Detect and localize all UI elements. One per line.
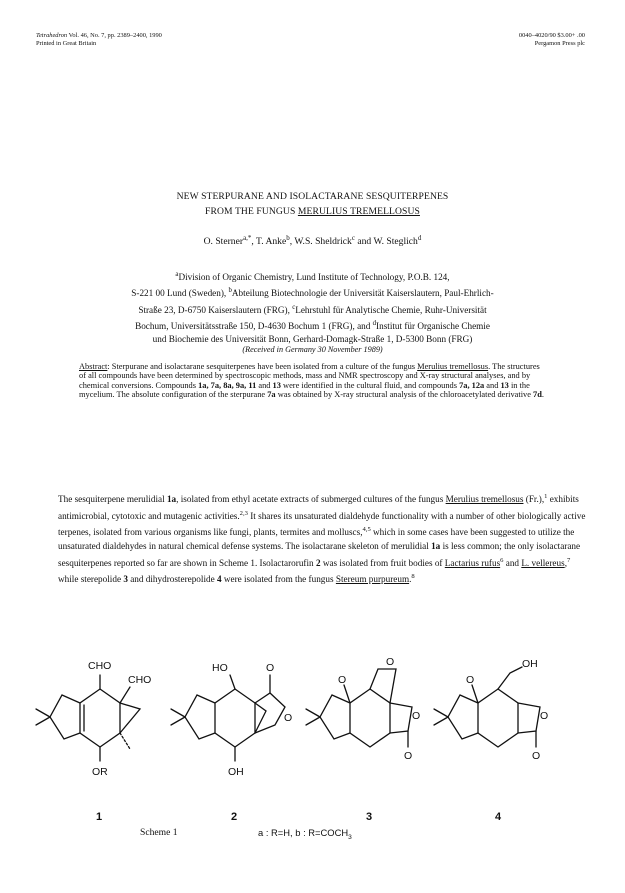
affil-text-4a: Bochum, Universitätsstraße 150, D-4630 Bochum 1 (FRG), and [135,320,373,331]
affil-line-1 [40,268,585,284]
body-text: . [409,574,412,585]
abstract [79,362,545,400]
author-list [0,234,625,247]
body-text: , isolated from ethyl acetate extracts of submerged cultures of the fungus [176,494,446,505]
affil-line-4 [40,317,585,333]
citation-ref: 8 [411,573,415,581]
issn-price: 0040–4020/90 $3.00+ .00 [518,32,585,39]
publisher-codes [519,32,585,48]
compound-number-2: 2 [231,811,238,823]
compound-ref: 4 [216,574,222,585]
structure-1 [36,675,140,761]
structure-1-cho2-bond [120,687,130,703]
author-1-sup: a,* [243,234,252,242]
compound-ref: 13 [272,380,281,390]
species-name: L. vellereus [521,557,565,568]
author-1: O. Sterner [203,236,244,248]
body-text: while sterepolide [58,574,124,585]
structure-1-methyl [120,733,130,749]
citation-ref: 4,5 [362,526,371,534]
label-o: O [284,712,293,724]
affil-text-2b: Abteilung Biotechnologie der Universität Kaiserslautern, Paul-Ehrlich- [231,288,494,299]
compound-number-3: 3 [366,811,373,823]
affil-sup-b: b [228,287,232,295]
structure-3-lactone [390,703,412,733]
compound-ref: 7a, 12a [459,380,485,390]
structure-4 [434,667,540,747]
publisher: Pergamon Press plc [534,40,585,48]
citation-ref: 7 [566,556,571,564]
title-line-1: NEW STERPURANE AND ISOLACTARANE SESQUITERPENES [176,191,449,202]
legend-subscript: 3 [348,833,352,841]
structure-1-gem-dimethyl [36,709,50,725]
scheme-caption: Scheme 1 [140,827,178,838]
structure-2-ho-bond [230,675,235,689]
label-ho: HO [212,662,228,674]
abstract-text: and [256,380,273,390]
abstract-text: were identified in the cultural fluid, and compounds [280,380,460,390]
compound-ref: 1a, 7a, 8a, 9a, 11 [198,380,257,390]
affil-text-3a: Straße 23, D-6750 Kaiserslautern (FRG), [138,304,293,315]
body-text: It shares its unsaturated dialdehyde functionality with a number of other biologically active terpenes, isolated from various organisms like fungi, plants, termites and molluscs, [58,510,586,538]
species-name: Merulius tremellosus [445,494,524,505]
printed-in: Printed in Great Britain [36,40,97,48]
structure-1-ring6 [80,689,120,747]
body-text: is less common; the only isolactarane sesquiterpenes reported so far are shown in Scheme 1. Isolactarorufin [58,540,581,568]
compound-ref: 13 [500,380,509,390]
structure-2-ring5 [185,695,215,739]
author-4: and W. Steglich [354,236,418,248]
intro-paragraph [58,490,588,587]
label-o: O [540,710,549,722]
body-text: were isolated from the fungus [221,574,336,585]
title-line-2 [0,205,625,220]
paper-title [0,190,625,219]
structure-4-gem-dimethyl [434,709,448,725]
label-oh: OH [522,658,538,670]
body-text: which in some cases have been suggested to utilize the unsaturated dialdehydes in natural chemical defense systems. The isolactarane skeleton of merulidial [58,527,575,551]
body-text: and dihydrosterepolide [127,574,217,585]
label-or: OR [92,766,108,778]
citation-ref: 1 [544,493,548,500]
affiliations [40,268,585,346]
body-text: and [503,557,522,568]
compound-ref: 1a [166,494,177,505]
abstract-text: : Sterpurane and isolactarane sesquiterpenes have been isolated from a culture of the fungus [107,362,418,371]
structure-3 [306,669,412,747]
structure-4-ring5 [448,695,478,739]
label-o: O [466,674,475,686]
journal-name: Tetrahedron [36,32,68,39]
body-text: was isolated from fruit bodies of [320,557,445,568]
label-cho: CHO [88,660,112,672]
title-species: MERULIUS TREMELLOSUS [297,205,420,217]
author-3-sup: c [351,234,355,242]
structure-2-gem-dimethyl [171,709,185,725]
author-2-sup: b [286,234,290,242]
author-2: , T. Anke [251,236,287,248]
structure-2 [171,675,285,761]
structure-1-cyclopropane [120,703,140,733]
label-o: O [266,662,275,674]
abstract-text: in the mycelium. The absolute configuration of the sterpurane [79,380,530,400]
title-prefix: FROM THE FUNGUS [205,205,298,217]
citation-ref: 6 [500,556,504,564]
compound-number-1: 1 [96,811,103,823]
structure-3-ring6 [350,689,390,747]
structure-4-ring6 [478,689,518,747]
journal-citation [36,32,162,48]
affil-text-2a: S-221 00 Lund (Sweden), [131,288,229,299]
label-o: O [338,674,347,686]
body-text: , [564,557,567,568]
label-o: O [404,750,413,762]
structure-4-lactone [518,703,540,733]
structure-2-ring6 [215,689,255,747]
affil-sup-a: a [175,271,179,278]
compound-number-4: 4 [495,811,502,823]
citation-ref: 2,3 [239,509,248,517]
species-name: Lactarius rufus [444,557,501,568]
label-o: O [532,750,541,762]
author-4-sup: d [417,234,422,242]
structure-2-lactone [255,693,285,733]
affil-text-4b: Institut für Organische Chemie [376,320,490,331]
affil-sup-c: c [292,303,296,311]
affil-line-2 [40,284,585,300]
affil-line-5: und Biochemie des Universität Bonn, Gerhard-Domagk-Straße 1, D-5300 Bonn (FRG) [152,334,473,345]
structure-3-ring5 [320,695,350,739]
legend-text: a : R=H, b : R=COCH [258,827,349,838]
body-text: (Fr.), [523,494,545,505]
structure-4-ch2oh [498,667,522,689]
label-o: O [412,710,421,722]
compound-ref: 7a [267,390,276,400]
compound-ref: 7d [533,390,542,400]
affil-text-1: Division of Organic Chemistry, Lund Institute of Technology, P.O.B. 124, [178,272,450,283]
affil-text-3b: Lehrstuhl für Analytische Chemie, Ruhr-Universität [295,304,487,315]
structure-1-ring5 [50,695,80,739]
abstract-text: . [541,390,544,400]
abstract-label: Abstract [79,362,108,371]
scheme-legend [258,827,352,841]
affil-line-3 [40,301,585,317]
abstract-text: and [484,380,501,390]
structure-3-gem-dimethyl [306,709,320,725]
body-text: The sesquiterpene merulidial [58,494,167,505]
compound-ref: 1a [431,540,441,551]
received-date: (Received in Germany 30 November 1989) [242,345,383,354]
species-name: Stereum purpureum [335,574,410,585]
abstract-text: . The structures of all compounds have been determined by spectroscopic methods, mass and NMR spectroscopy and X-ray structural analyses, and by chemical conversions. Compounds [79,362,540,390]
body-text: exhibits antimicrobial, cytotoxic and mutagenic activities. [58,494,579,521]
label-o: O [386,656,395,668]
abstract-species: Merulius tremellosus [417,362,489,371]
structure-2-cyclopropane [255,703,266,733]
label-cho: CHO [128,674,152,686]
scheme-1-structures [0,645,625,825]
author-3: , W.S. Sheldrick [289,236,352,248]
compound-ref: 2 [315,557,321,568]
abstract-text: was obtained by X-ray structural analysis of the chloroacetylated derivative [275,390,534,400]
label-oh: OH [228,766,244,778]
journal-info: Vol. 46, No. 7, pp. 2389–2400, 1990 [67,32,162,39]
compound-ref: 3 [123,574,128,585]
affil-sup-d: d [372,319,377,327]
